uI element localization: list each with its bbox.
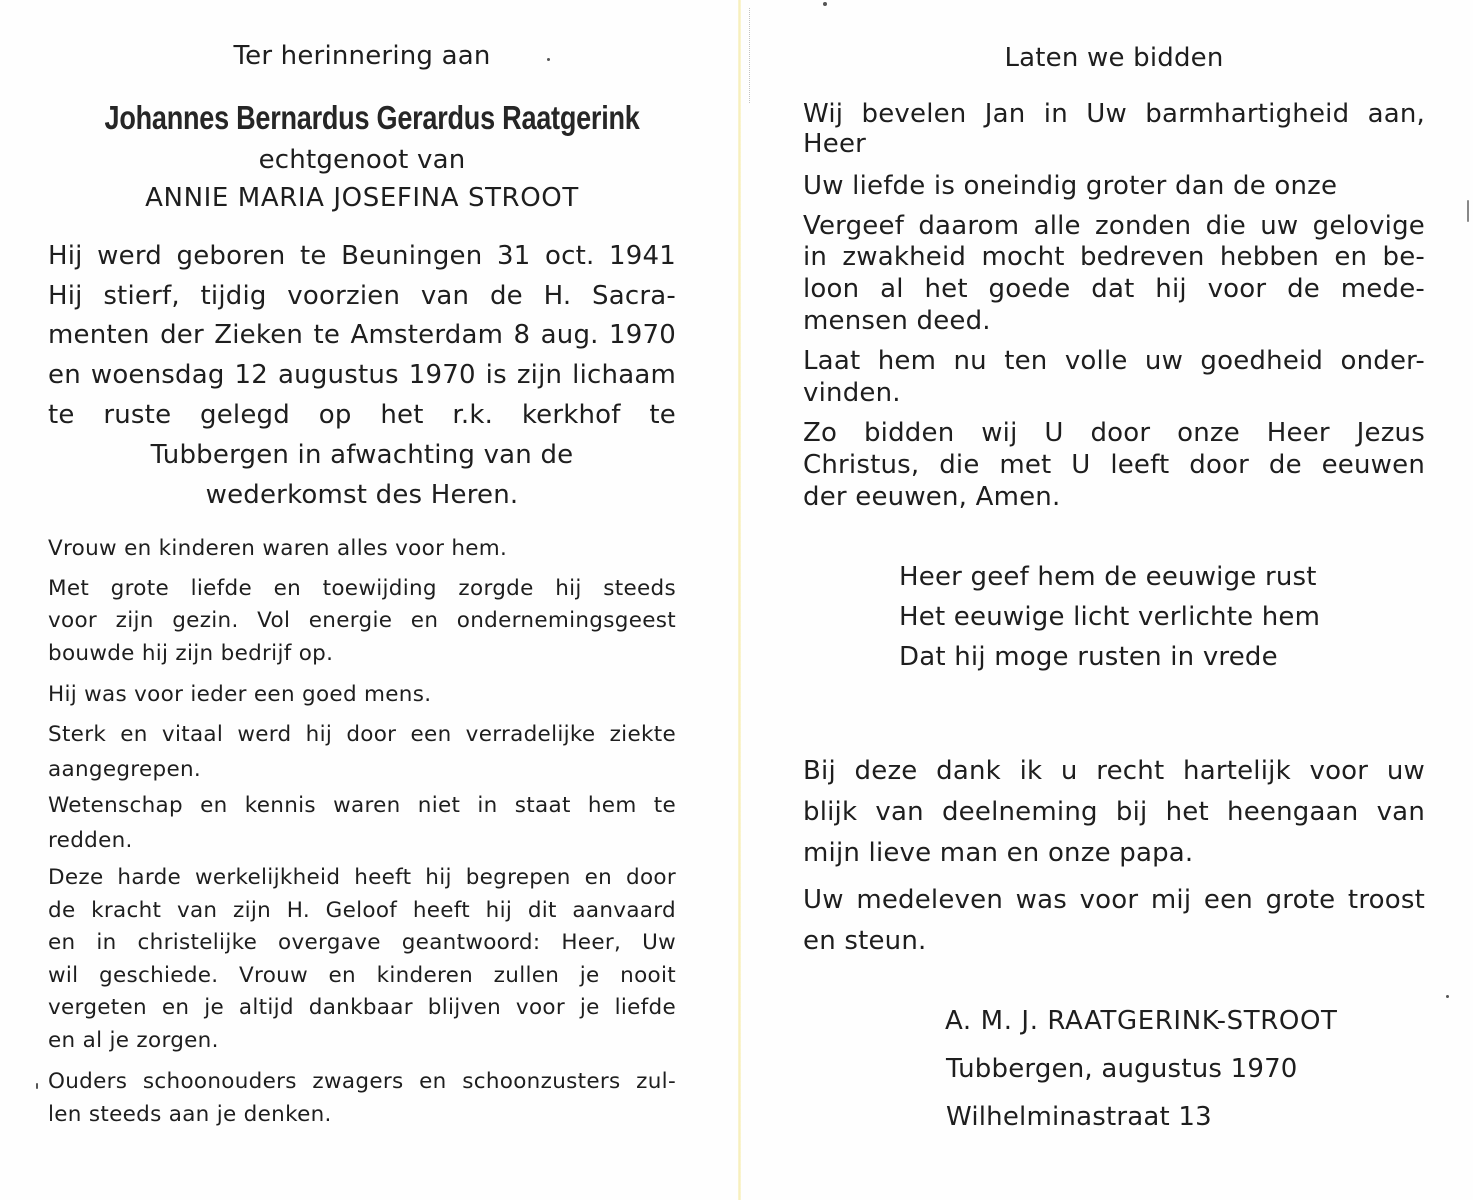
requiem-line: Het eeuwige licht verlichte hem — [899, 602, 1321, 632]
signature-place-date: Tubbergen, augustus 1970 — [946, 1054, 1298, 1084]
prayer-heading: Laten we bidden — [1004, 43, 1224, 73]
prayer-line: Wij bevelen Jan in Uw barmhartigheid aan, — [803, 99, 1425, 129]
prayer-line: Laat hem nu ten volle uw goedheid onder- — [803, 346, 1425, 376]
biography-line: Tubbergen in afwachting van de — [150, 440, 574, 470]
tribute-line: len steeds aan je denken. — [48, 1102, 332, 1127]
prayer-line: Uw liefde is oneindig groter dan de onze — [803, 171, 1338, 201]
signature-name: A. M. J. RAATGERINK-STROOT — [945, 1006, 1338, 1036]
fold-perforation — [749, 8, 751, 103]
thanks-line: en steun. — [803, 926, 927, 956]
scan-speck — [547, 58, 550, 61]
prayer-line: vinden. — [803, 378, 901, 408]
tribute-line: Sterk en vitaal werd hij door een verradelijke ziekte — [48, 722, 676, 747]
tribute-line: Wetenschap en kennis waren niet in staat hem te — [48, 793, 676, 818]
scan-speck — [1446, 995, 1449, 998]
biography-line: te ruste gelegd op het r.k. kerkhof te — [48, 400, 676, 430]
prayer-line: der eeuwen, Amen. — [803, 482, 1061, 512]
tribute-line: Ouders schoonouders zwagers en schoonzusters zul- — [48, 1069, 676, 1094]
thanks-line: mijn lieve man en onze papa. — [803, 838, 1194, 868]
thanks-line: Bij deze dank ik u recht hartelijk voor uw — [803, 756, 1425, 786]
biography-line: menten der Zieken te Amsterdam 8 aug. 1970 — [48, 320, 676, 350]
tribute-line: de kracht van zijn H. Geloof heeft hij dit aanvaard — [48, 898, 676, 923]
tribute-line: vergeten en je altijd dankbaar blijven voor je liefde — [48, 995, 676, 1020]
thanks-line: Uw medeleven was voor mij een grote troost — [803, 885, 1425, 915]
prayer-line: mensen deed. — [803, 306, 991, 336]
prayer-line: Christus, die met U leeft door de eeuwen — [803, 450, 1425, 480]
tribute-line: bouwde hij zijn bedrijf op. — [48, 641, 334, 666]
biography-line: wederkomst des Heren. — [205, 480, 519, 510]
tribute-line: Hij was voor ieder een goed mens. — [48, 682, 432, 707]
deceased-name: Johannes Bernardus Gerardus Raatgerink — [104, 99, 640, 136]
requiem-line: Dat hij moge rusten in vrede — [899, 642, 1278, 672]
remembrance-heading: Ter herinnering aan — [233, 41, 491, 71]
right-panel — [803, 0, 1425, 1200]
prayer-line: Heer — [803, 129, 867, 159]
requiem-line: Heer geef hem de eeuwige rust — [899, 562, 1317, 592]
tribute-line: wil geschiede. Vrouw en kinderen zullen je nooit — [48, 963, 676, 988]
tribute-line: Vrouw en kinderen waren alles voor hem. — [48, 536, 508, 561]
spouse-name: ANNIE MARIA JOSEFINA STROOT — [145, 183, 579, 213]
thanks-line: blijk van deelneming bij het heengaan van — [803, 797, 1425, 827]
scan-speck — [1467, 200, 1469, 222]
prayer-line: loon al het goede dat hij voor de mede- — [803, 274, 1425, 304]
tribute-line: redden. — [48, 828, 133, 853]
relation-text: echtgenoot van — [258, 145, 466, 175]
biography-line: Hij werd geboren te Beuningen 31 oct. 1941 — [48, 241, 676, 271]
tribute-line: en al je zorgen. — [48, 1028, 219, 1053]
tribute-line: Deze harde werkelijkheid heeft hij begrepen en door — [48, 865, 676, 890]
center-fold-divider — [738, 0, 741, 1200]
prayer-line: in zwakheid mocht bedreven hebben en be- — [803, 242, 1425, 272]
biography-line: en woensdag 12 augustus 1970 is zijn lichaam — [48, 360, 676, 390]
prayer-line: Vergeef daarom alle zonden die uw gelovige — [803, 211, 1425, 241]
signature-address: Wilhelminastraat 13 — [946, 1102, 1212, 1132]
scan-speck — [36, 1083, 38, 1089]
tribute-line: aangegrepen. — [48, 757, 202, 782]
biography-line: Hij stierf, tijdig voorzien van de H. Sacra- — [48, 281, 676, 311]
tribute-line: voor zijn gezin. Vol energie en ondernemingsgeest — [48, 608, 676, 633]
scan-speck — [823, 2, 827, 6]
tribute-line: Met grote liefde en toewijding zorgde hij steeds — [48, 576, 676, 601]
tribute-line: en in christelijke overgave geantwoord: Heer, Uw — [48, 930, 676, 955]
prayer-line: Zo bidden wij U door onze Heer Jezus — [803, 418, 1425, 448]
left-panel — [48, 0, 676, 1200]
